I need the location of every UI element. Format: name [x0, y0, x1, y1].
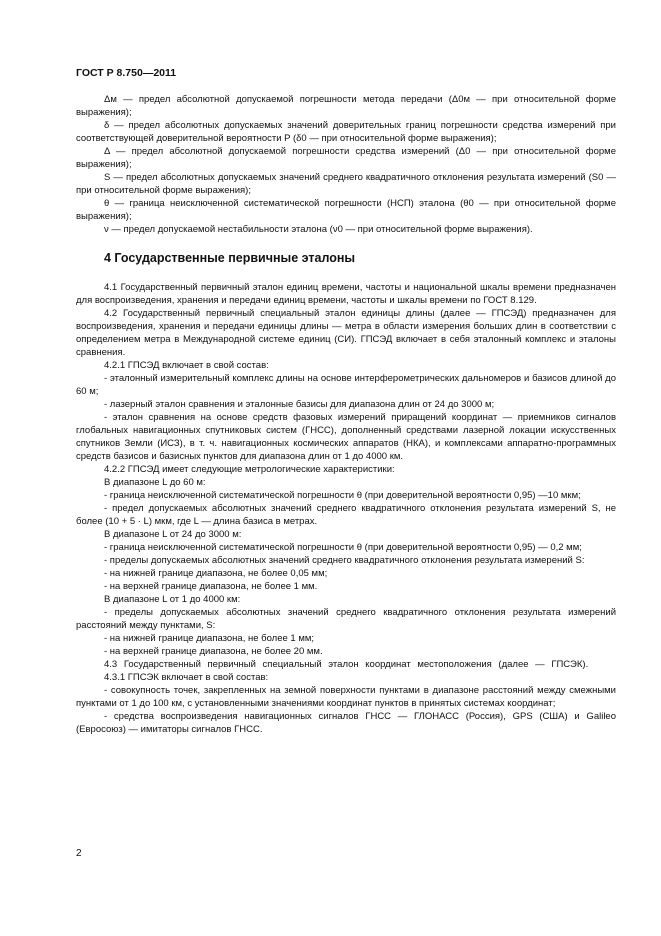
list-item: - граница неисключенной систематической погрешности θ (при доверительной вероятности 0,95) —10 мкм;	[104, 490, 581, 501]
list-item: - лазерный эталон сравнения и эталонные базисы для диапазона длин от 24 до 3000 м;	[104, 399, 495, 410]
paragraph: 4.2.2 ГПСЭД имеет следующие метрологические характеристики:	[104, 464, 395, 475]
list-item: - на верхней границе диапазона, не более 20 мм.	[104, 646, 323, 657]
definition-delta-m: Δм — предел абсолютной допускаемой погрешности метода передачи (Δ0м — при относительной форме выражения);	[76, 94, 616, 118]
definition-theta: θ — граница неисключенной систематической погрешности (НСП) эталона (θ0 — при относительной форме выражения);	[76, 198, 616, 222]
list-item: - на нижней границе диапазона, не более 0,05 мм;	[104, 568, 328, 579]
section-title: 4 Государственные первичные эталоны	[104, 251, 356, 265]
list-item: - на нижней границе диапазона, не более 1 мм;	[104, 633, 315, 644]
paragraph: 4.1 Государственный первичный эталон единиц времени, частоты и национальной шкалы времени предназначен для воспроизведения, хранения и передачи единиц времени, частоты и шкалы времени по ГОСТ 8.129.	[76, 282, 616, 306]
document-header: ГОСТ Р 8.750—2011	[76, 67, 177, 79]
paragraph: 4.3 Государственный первичный специальный эталон координат местоположения (далее — ГПСЭК).	[104, 659, 589, 670]
paragraph: 4.2 Государственный первичный специальный эталон единицы длины (далее — ГПСЭД) предназначен для воспроизведения, хранения и передачи единицы длины — метра в области измерения больших длин в соответствии с определением метра в Международной системе единиц (СИ). ГПСЭД включает в себя эталонный комплекс и эталоны сравнения.	[76, 308, 616, 358]
list-item: - граница неисключенной систематической погрешности θ (при доверительной вероятности 0,95) — 0,2 мм;	[104, 542, 582, 553]
definition-delta-small: δ — предел абсолютных допускаемых значений доверительных границ погрешности средства измерений при соответствующей доверительной вероятности P (δ0 — при относительной форме выражения);	[76, 120, 616, 144]
range-heading: В диапазоне L до 60 м:	[104, 477, 206, 488]
list-item: - эталонный измерительный комплекс длины на основе интерферометрических дальномеров и базисов длиной до 60 м;	[76, 373, 616, 397]
paragraph: 4.3.1 ГПСЭК включает в свой состав:	[104, 672, 269, 683]
list-item: - предел допускаемых абсолютных значений среднего квадратичного отклонения результата измерений S, не более (10 + 5 · L) мкм, где L — длина базиса в метрах.	[76, 503, 616, 527]
list-item: - средства воспроизведения навигационных сигналов ГНСС — ГЛОНАСС (Россия), GPS (США) и Galileo (Евросоюз) — имитаторы сигналов ГНСС.	[76, 711, 616, 735]
definition-nu: ν — предел допускаемой нестабильности эталона (ν0 — при относительной форме выражения).	[104, 224, 533, 235]
list-item: - пределы допускаемых абсолютных значений среднего квадратичного отклонения результата измерений расстояний между пунктами, S:	[76, 607, 616, 631]
page-number: 2	[76, 848, 82, 859]
range-heading: В диапазоне L от 1 до 4000 км:	[104, 594, 241, 605]
range-heading: В диапазоне L от 24 до 3000 м:	[104, 529, 242, 540]
paragraph: 4.2.1 ГПСЭД включает в свой состав:	[104, 360, 269, 371]
definition-delta: Δ — предел абсолютной допускаемой погрешности средства измерений (Δ0 — при относительной форме выражения);	[76, 146, 616, 170]
page-content	[76, 93, 616, 736]
list-item: - совокупность точек, закрепленных на земной поверхности пунктами в диапазоне расстояний между смежными пунктами от 1 до 100 км, с установленными значениями координат пунктов в принятых системах координат;	[76, 685, 616, 709]
list-item: - эталон сравнения на основе средств фазовых измерений приращений координат — приемников сигналов глобальных навигационных спутниковых систем (ГНСС), дополненный средствами лазерной локации искусственных спутников Земли (ИСЗ), в т. ч. навигационных космических аппаратов (НКА), и комплексами аппаратно-программных средств базисов и базисных пунктов для диапазона длин от 1 до 4000 км.	[76, 412, 616, 462]
definition-s: S — предел абсолютных допускаемых значений среднего квадратичного отклонения результата измерений (S0 — при относительной форме выражения);	[76, 172, 616, 196]
list-item: - пределы допускаемых абсолютных значений среднего квадратичного отклонения результата измерений S:	[104, 555, 585, 566]
list-item: - на верхней границе диапазона, не более 1 мм.	[104, 581, 318, 592]
